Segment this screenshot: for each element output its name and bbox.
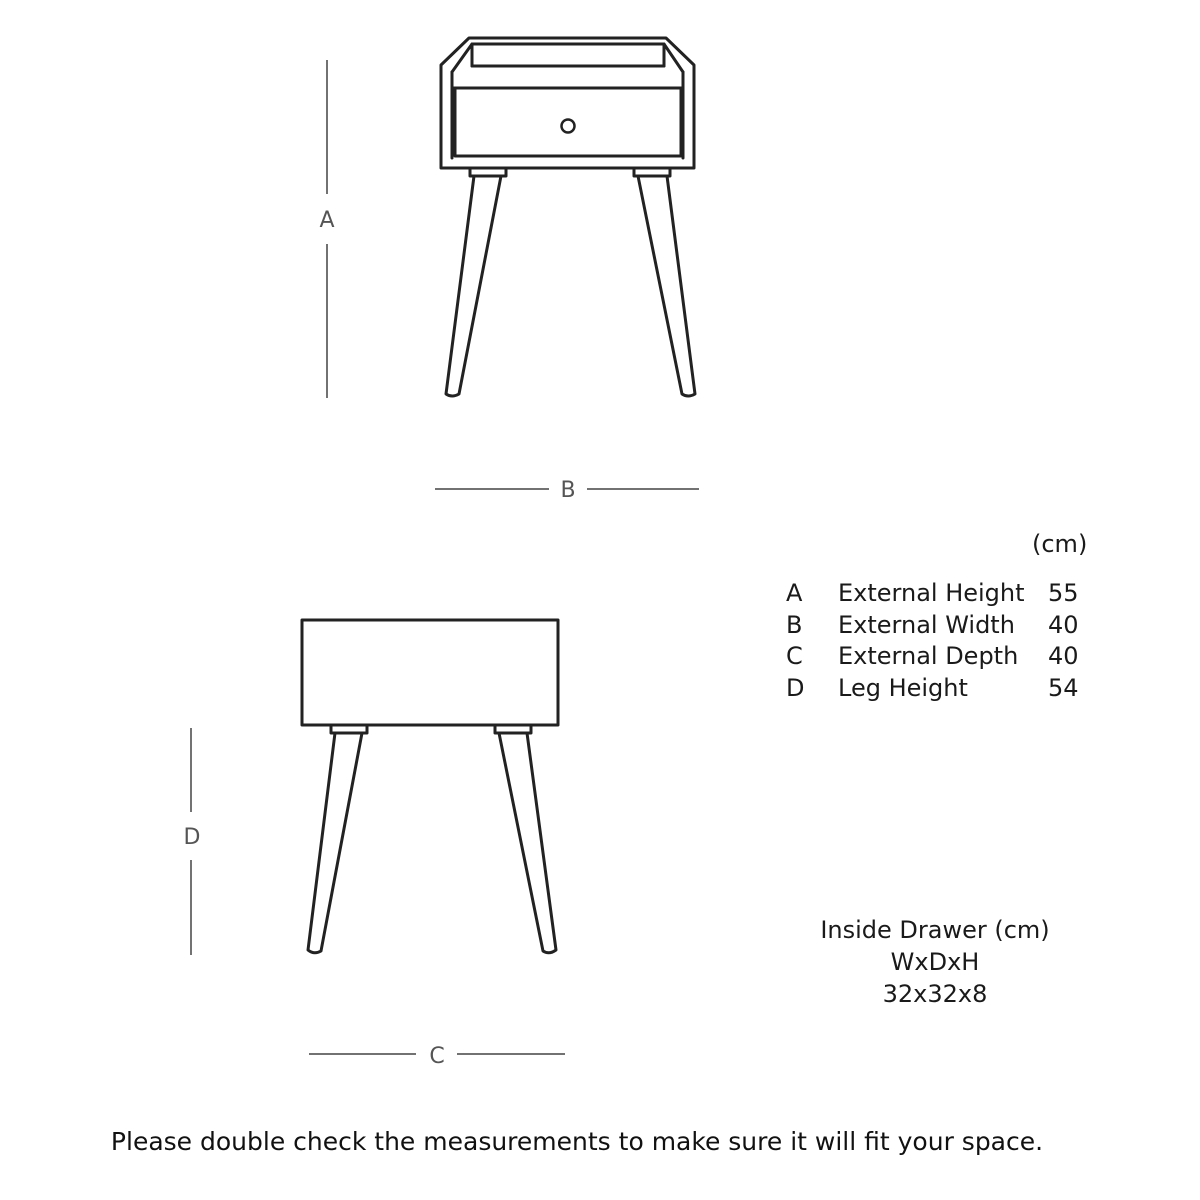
spec-row [786, 610, 1088, 642]
spec-row [786, 578, 1088, 610]
front-leg-right [638, 176, 695, 396]
spec-label: External Width [838, 610, 1015, 639]
spec-value: 55 [1048, 579, 1079, 607]
spec-table [786, 578, 1088, 704]
dimension-c-label: C [429, 1044, 445, 1069]
drawer-knob [562, 120, 575, 133]
spec-key: C [786, 642, 803, 670]
spec-key: D [786, 673, 805, 702]
inside-drawer-size: 32x32x8 [882, 980, 988, 1008]
side-view [302, 620, 558, 953]
spec-label: Leg Height [838, 673, 968, 702]
front-leg-left [446, 176, 501, 396]
spec-value: 40 [1048, 642, 1079, 670]
spec-label: External Height [838, 579, 1025, 607]
units-header: (cm) [1032, 530, 1088, 558]
side-leg-cap-right [495, 725, 531, 733]
footer-note: Please double check the measurements to make sure it will fit your space. [110, 1127, 1044, 1156]
inside-drawer-note [780, 914, 1090, 1010]
spec-row [786, 641, 1088, 673]
spec-label: External Depth [838, 642, 1019, 670]
front-drawer [455, 88, 681, 156]
front-view [441, 38, 695, 396]
front-cabinet-outline [441, 38, 694, 168]
front-shelf-inner [452, 44, 683, 72]
front-leg-cap-right [634, 168, 670, 176]
side-leg-left [308, 733, 362, 953]
spec-value: 54 [1048, 673, 1079, 702]
inside-drawer-title: Inside Drawer (cm) [820, 916, 1050, 944]
dimension-d-label: D [183, 825, 201, 850]
side-leg-right [499, 733, 556, 953]
spec-row [786, 673, 1088, 705]
inside-drawer-format: WxDxH [890, 948, 980, 976]
dimension-b-label: B [560, 478, 576, 503]
spec-value: 40 [1048, 610, 1079, 639]
side-cabinet-outline [302, 620, 558, 725]
dimension-a-label: A [319, 208, 335, 233]
spec-key: B [786, 610, 803, 639]
spec-key: A [786, 579, 803, 607]
